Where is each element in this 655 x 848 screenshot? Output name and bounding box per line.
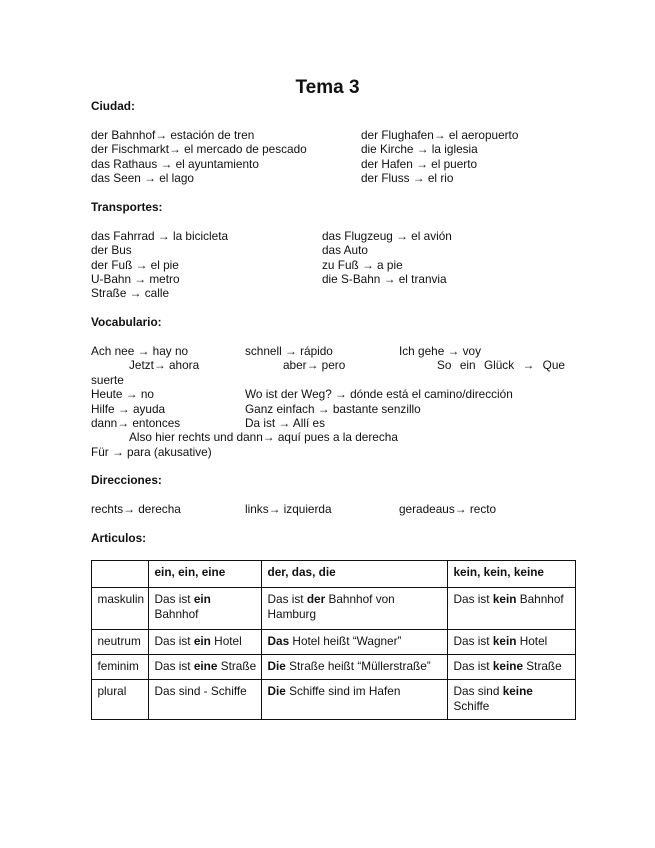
vocab-row bbox=[91, 229, 575, 243]
table-cell bbox=[149, 654, 262, 679]
table-cell bbox=[149, 629, 262, 654]
cell-text-line bbox=[454, 684, 574, 698]
vocab-entry: das Fahrrad → la bicicleta bbox=[91, 228, 229, 243]
vocab-entry: das Seen → el lago bbox=[91, 171, 194, 186]
row-label-cell: feminim bbox=[92, 654, 149, 679]
article-word: Die bbox=[267, 659, 286, 674]
document-body bbox=[91, 99, 575, 720]
cell-text: Hotel bbox=[210, 634, 242, 649]
cell-text: Das ist bbox=[453, 592, 493, 607]
vocab-entry: Straße → calle bbox=[91, 286, 170, 301]
cell-text: Das ist bbox=[154, 634, 194, 649]
table-cell bbox=[149, 587, 262, 629]
vocab-entry: Hilfe → ayuda bbox=[91, 401, 166, 416]
vocab-row bbox=[91, 358, 575, 372]
vocab-entry: Für → para (akusative) bbox=[91, 444, 212, 459]
cell-text-line bbox=[155, 634, 260, 648]
vocab-entry: Heute → no bbox=[91, 387, 154, 402]
section-heading-ciudad: Ciudad: bbox=[91, 99, 135, 114]
cell-text: Das ist bbox=[154, 659, 194, 674]
vocab-entry: schnell → rápido bbox=[245, 343, 333, 358]
cell-text: Bahnhof bbox=[154, 606, 199, 621]
cell-text: Das ist bbox=[267, 592, 307, 607]
vocab-entry: geradeaus→ recto bbox=[399, 502, 497, 517]
cell-text-line bbox=[268, 634, 446, 648]
cell-text: Straße bbox=[217, 659, 257, 674]
table-row bbox=[92, 587, 576, 629]
vocab-entry: links→ izquierda bbox=[245, 502, 332, 517]
table-cell bbox=[149, 679, 262, 719]
vocab-entry: rechts→ derecha bbox=[91, 502, 181, 517]
vocabulario-list bbox=[91, 344, 575, 459]
article-word: Die bbox=[267, 684, 286, 699]
cell-text: Bahnhof von bbox=[325, 592, 395, 607]
table-row bbox=[92, 679, 576, 719]
vocab-entry: So ein Glück → Que bbox=[437, 358, 565, 373]
vocab-row bbox=[91, 243, 575, 257]
vocab-entry: der Bus bbox=[91, 243, 132, 258]
cell-text: Schiffe bbox=[453, 698, 490, 713]
table-cell bbox=[448, 679, 576, 719]
vocab-row bbox=[91, 344, 575, 358]
vocab-entry: die Kirche → la iglesia bbox=[361, 142, 478, 157]
vocab-row bbox=[91, 258, 575, 272]
table-row bbox=[92, 654, 576, 679]
cell-text: Das sind - Schiffe bbox=[154, 684, 247, 699]
vocab-entry-continuation: suerte bbox=[91, 372, 124, 387]
cell-text-line bbox=[155, 607, 260, 621]
table-corner-cell bbox=[92, 560, 149, 587]
cell-text-line bbox=[155, 659, 260, 673]
column-header: ein, ein, eine bbox=[149, 560, 262, 587]
table-cell bbox=[262, 654, 448, 679]
vocab-row bbox=[91, 171, 575, 185]
vocab-entry: der Hafen → el puerto bbox=[361, 156, 478, 171]
article-word: Das bbox=[267, 634, 290, 649]
table-cell bbox=[262, 679, 448, 719]
row-label-cell: plural bbox=[92, 679, 149, 719]
vocab-entry: Ganz einfach → bastante senzillo bbox=[245, 401, 421, 416]
section-heading-articulos: Articulos: bbox=[91, 531, 147, 546]
vocab-row bbox=[91, 387, 575, 401]
cell-text-line bbox=[268, 659, 446, 673]
table-cell bbox=[262, 629, 448, 654]
ciudad-vocab-list bbox=[91, 128, 575, 186]
vocab-row bbox=[91, 128, 575, 142]
vocab-entry: U-Bahn → metro bbox=[91, 271, 180, 286]
vocab-row bbox=[91, 402, 575, 416]
vocab-row bbox=[91, 430, 575, 444]
cell-text-line bbox=[155, 684, 260, 698]
cell-text: Das ist bbox=[453, 659, 493, 674]
article-word: kein bbox=[492, 634, 517, 649]
transportes-vocab-list bbox=[91, 229, 575, 301]
row-label-cell: maskulin bbox=[92, 587, 149, 629]
vocab-entry: Ich gehe → voy bbox=[399, 343, 481, 358]
cell-text: Hotel heißt “Wagner” bbox=[289, 634, 402, 649]
vocab-entry: der Flughafen→ el aeropuerto bbox=[361, 128, 519, 143]
cell-text-line bbox=[268, 684, 446, 698]
vocab-entry: der Fuß → el pie bbox=[91, 257, 179, 272]
cell-text: Hamburg bbox=[267, 606, 317, 621]
vocab-entry: der Bahnhof→ estación de tren bbox=[91, 128, 255, 143]
article-word: ein bbox=[193, 634, 211, 649]
article-word: eine bbox=[193, 659, 218, 674]
cell-text-line bbox=[268, 607, 446, 621]
vocab-entry: Ach nee → hay no bbox=[91, 343, 189, 358]
cell-text-line bbox=[454, 699, 574, 713]
cell-text-line bbox=[454, 592, 574, 606]
section-heading-vocabulario: Vocabulario: bbox=[91, 315, 162, 330]
article-word: der bbox=[306, 592, 326, 607]
page-title: Tema 3 bbox=[295, 77, 360, 98]
cell-text: Straße bbox=[523, 659, 562, 674]
vocab-row bbox=[91, 502, 575, 516]
table-cell bbox=[262, 587, 448, 629]
vocab-entry: Jetzt→ ahora bbox=[129, 358, 200, 373]
vocab-entry: Also hier rechts und dann→ aquí pues a la derecha bbox=[129, 430, 398, 445]
vocab-entry: Da ist → Allí es bbox=[245, 415, 325, 430]
article-word: keine bbox=[492, 659, 524, 674]
vocab-entry: der Fischmarkt→ el mercado de pescado bbox=[91, 142, 307, 157]
cell-text: Das sind bbox=[453, 684, 503, 699]
vocab-entry: die S-Bahn → el tranvia bbox=[322, 271, 447, 286]
cell-text-line bbox=[454, 634, 574, 648]
cell-text: Hotel bbox=[516, 634, 548, 649]
section-heading-direcciones: Direcciones: bbox=[91, 473, 162, 488]
row-label-cell: neutrum bbox=[92, 629, 149, 654]
table-cell bbox=[448, 587, 576, 629]
article-word: kein bbox=[492, 592, 517, 607]
table-row bbox=[92, 629, 576, 654]
vocab-entry: der Fluss → el rio bbox=[361, 171, 454, 186]
table-cell bbox=[448, 629, 576, 654]
cell-text: Bahnhof bbox=[516, 592, 564, 607]
direcciones-list bbox=[91, 502, 575, 516]
column-header: kein, kein, keine bbox=[448, 560, 576, 587]
cell-text-line bbox=[155, 592, 260, 606]
vocab-entry: zu Fuß → a pie bbox=[322, 257, 403, 272]
table-header-row bbox=[92, 560, 576, 587]
cell-text: Das ist bbox=[154, 592, 194, 607]
vocab-entry: das Flugzeug → el avión bbox=[322, 228, 452, 243]
vocab-row bbox=[91, 373, 575, 387]
cell-text: Das ist bbox=[453, 634, 493, 649]
cell-text-line bbox=[268, 592, 446, 606]
vocab-row bbox=[91, 157, 575, 171]
cell-text: Straße heißt “Müllerstraße” bbox=[285, 659, 431, 674]
vocab-row bbox=[91, 286, 575, 300]
vocab-entry: dann→ entonces bbox=[91, 415, 181, 430]
cell-text: Schiffe sind im Hafen bbox=[285, 684, 401, 699]
articles-table bbox=[91, 560, 576, 720]
vocab-row bbox=[91, 416, 575, 430]
column-header: der, das, die bbox=[262, 560, 448, 587]
vocab-row bbox=[91, 445, 575, 459]
article-word: ein bbox=[193, 592, 211, 607]
vocab-entry: das Rathaus → el ayuntamiento bbox=[91, 156, 259, 171]
vocab-row bbox=[91, 272, 575, 286]
article-word: keine bbox=[502, 684, 533, 699]
vocab-entry: das Auto bbox=[322, 243, 368, 258]
vocab-entry: aber→ pero bbox=[283, 358, 346, 373]
cell-text-line bbox=[454, 659, 574, 673]
table-cell bbox=[448, 654, 576, 679]
vocab-row bbox=[91, 142, 575, 156]
vocab-entry: Wo ist der Weg? → dónde está el camino/dirección bbox=[245, 387, 513, 402]
section-heading-transportes: Transportes: bbox=[91, 200, 163, 215]
